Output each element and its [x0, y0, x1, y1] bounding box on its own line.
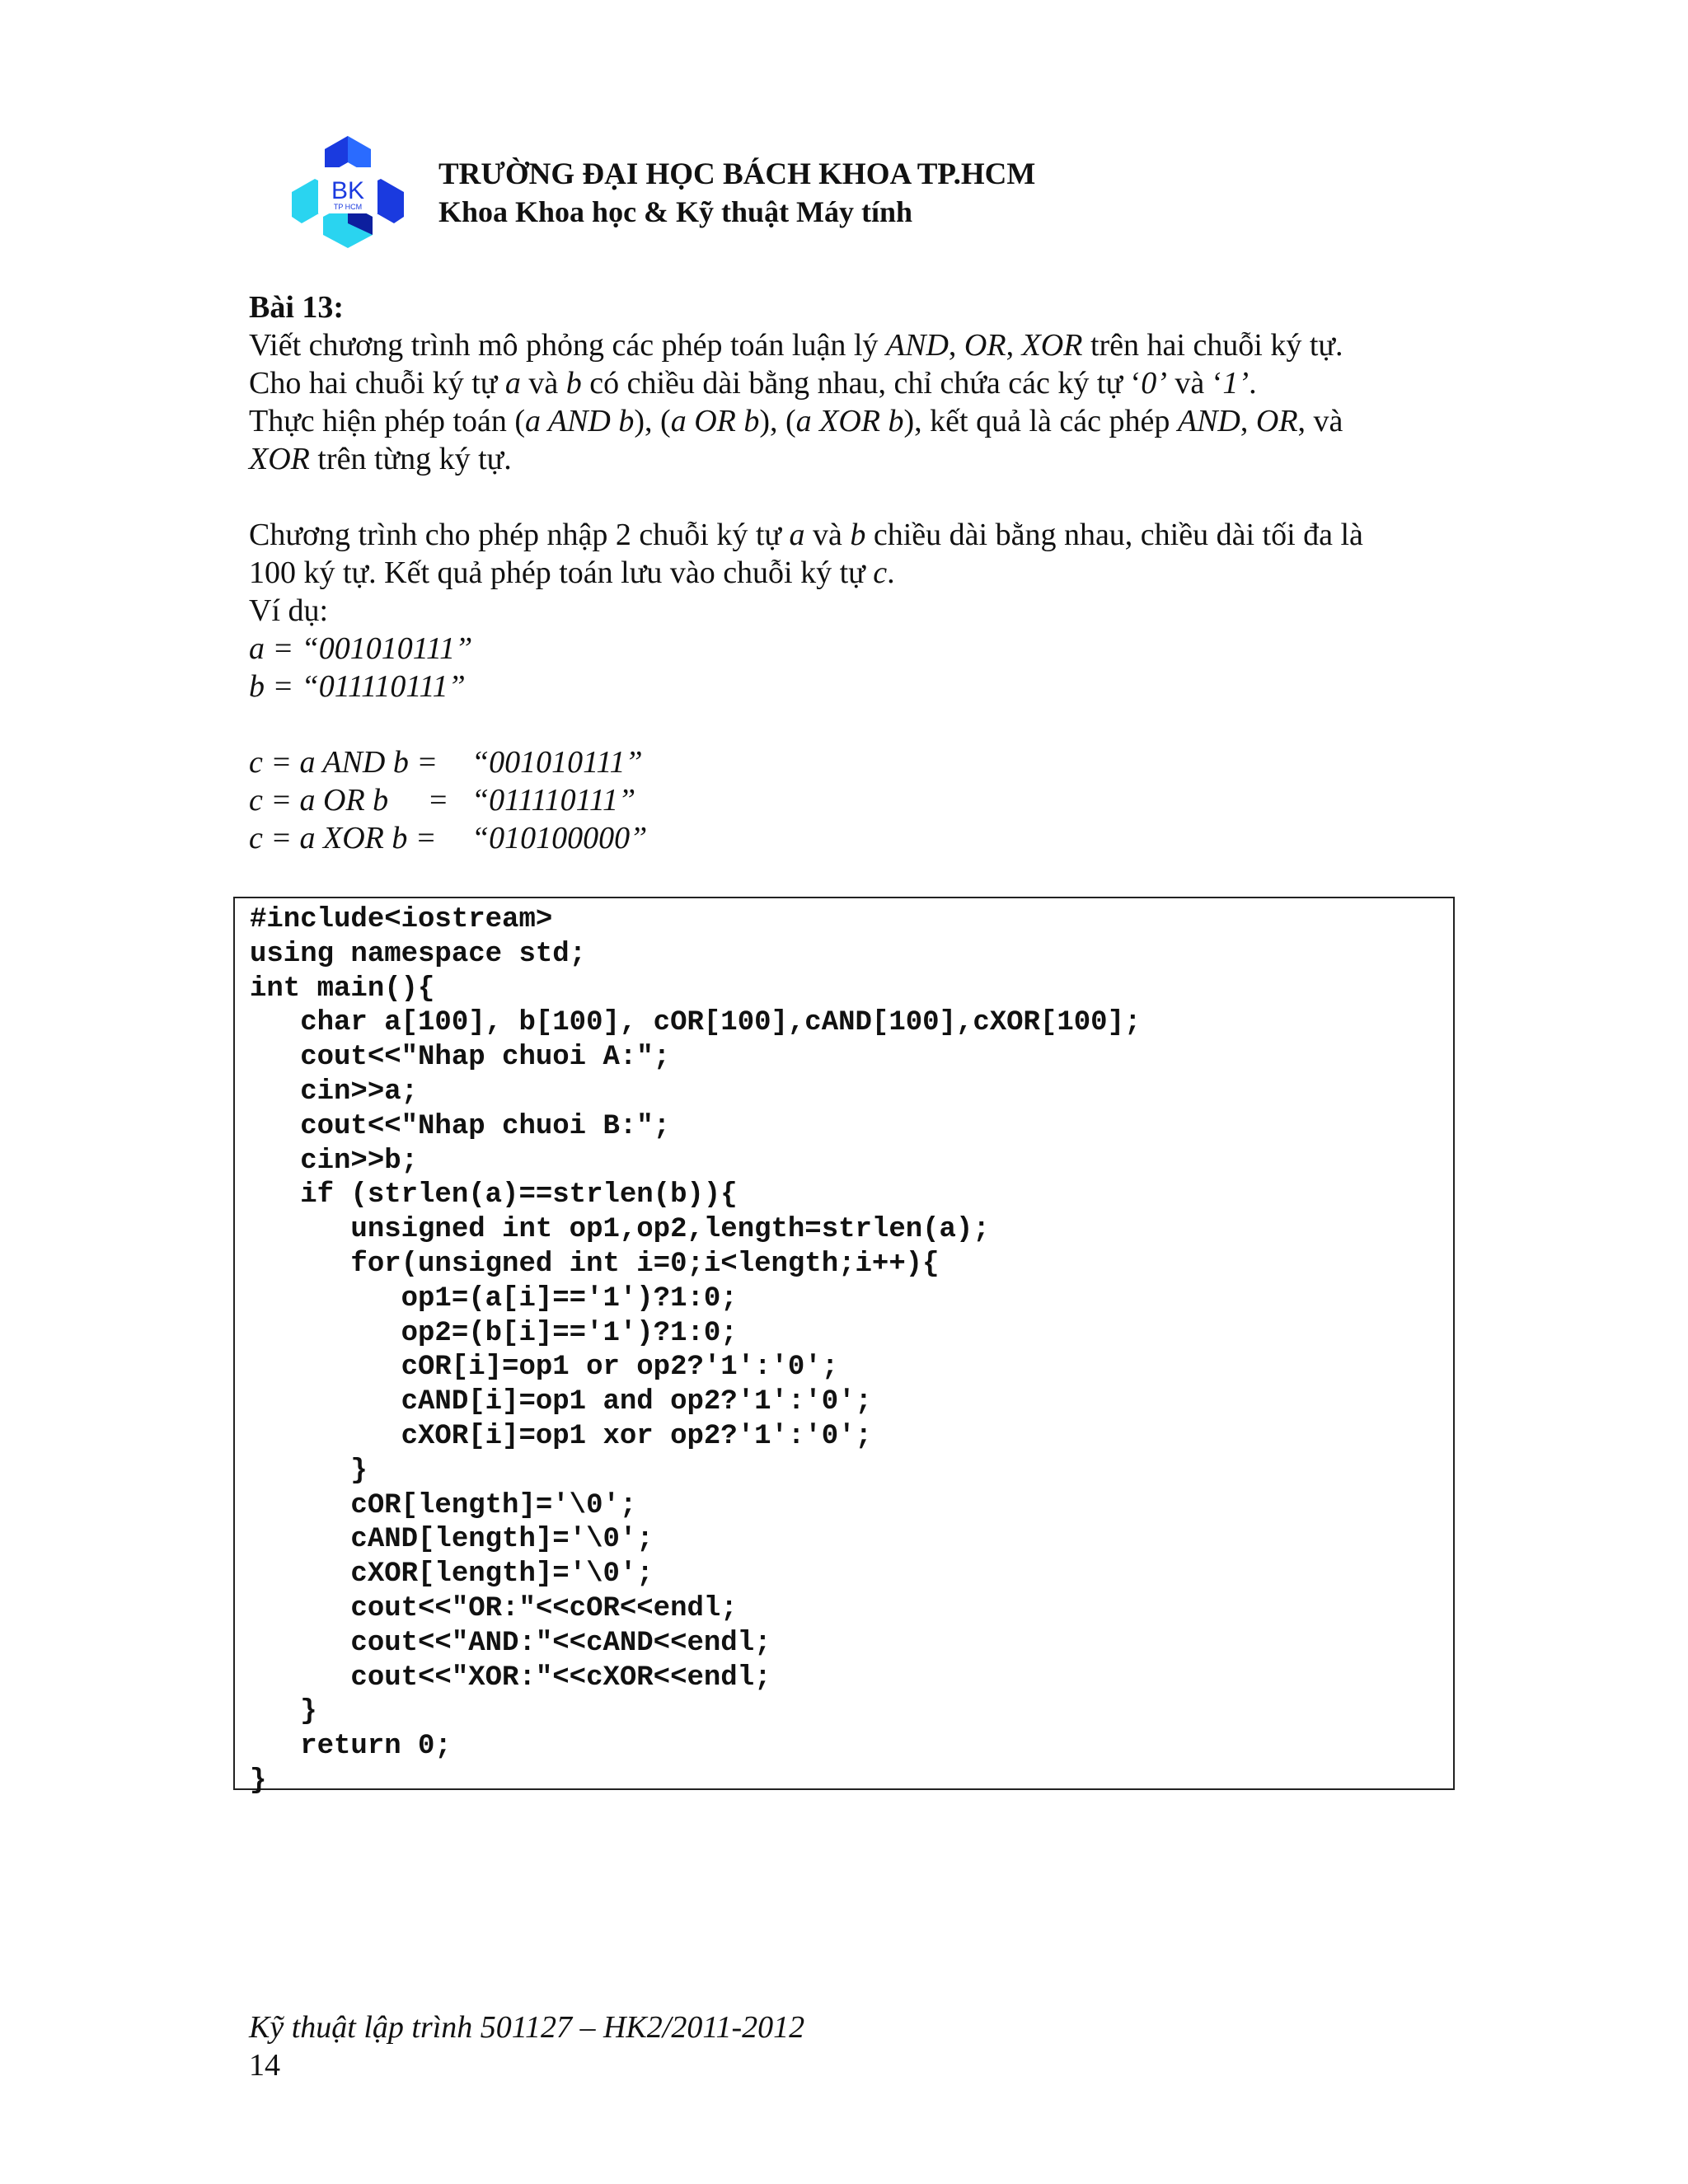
exercise-content — [249, 288, 1469, 857]
example-a: a = “001010111” — [249, 631, 473, 666]
faculty-name: Khoa Khoa học & Kỹ thuật Máy tính — [438, 195, 913, 228]
result-and: c = a AND b = “001010111” — [249, 745, 643, 780]
para1-line2: Cho hai chuỗi ký tự a và b có chiều dài bằng nhau, chỉ chứa các ký tự ‘0’ và ‘1’. — [249, 366, 1257, 401]
para2-line2: 100 ký tự. Kết quả phép toán lưu vào chuỗi ký tự c. — [249, 555, 895, 590]
para2-line1: Chương trình cho phép nhập 2 chuỗi ký tự a và b chiều dài bằng nhau, chiều dài tối đa là — [249, 518, 1363, 552]
logo-text: BK — [331, 177, 365, 204]
para1-line4: XOR trên từng ký tự. — [249, 442, 512, 476]
example-label: Ví dụ: — [249, 593, 329, 628]
result-xor: c = a XOR b = “010100000” — [249, 821, 648, 855]
para1-line1: Viết chương trình mô phỏng các phép toán luận lý AND, OR, XOR trên hai chuỗi ký tự. — [249, 328, 1343, 363]
result-or: c = a OR b = “011110111” — [249, 783, 636, 818]
footer-course: Kỹ thuật lập trình 501127 – HK2/2011-2012 — [249, 2010, 805, 2045]
code-listing-box — [233, 897, 1455, 1797]
university-logo — [290, 134, 406, 250]
code-listing: #include<iostream> using namespace std; int main(){ char a[100], b[100], cOR[100],cAND[100],cXOR[100]; cout<<"Nhap chuoi A:"; cin>>a; cout<<"Nhap chuoi B:"; cin>>b; if (strlen(a)==strlen(b)){ unsigned int op1,op2,length=strlen(a); for(unsigned int i=0;i<length;i++){ op1=(a[i]=='1')?1:0; op2=(b[i]=='1')?1:0; cOR[i]=op1 or op2?'1':'0'; cAND[i]=op1 and op2?'1':'0'; cXOR[i]=op1 xor op2?'1':'0'; } cOR[length]='\0'; cAND[length]='\0'; cXOR[length]='\0'; cout<<"OR:"<<cOR<<endl; cout<<"AND:"<<cAND<<endl; cout<<"XOR:"<<cXOR<<endl; } return 0; } — [250, 904, 1142, 1797]
para1-line3: Thực hiện phép toán (a AND b), (a OR b), (a XOR b), kết quả là các phép AND, OR, và — [249, 404, 1343, 438]
page-number: 14 — [249, 2048, 280, 2083]
logo-subtext: TP HCM — [333, 203, 363, 211]
university-name: TRƯỜNG ĐẠI HỌC BÁCH KHOA TP.HCM — [438, 157, 1036, 191]
example-b: b = “011110111” — [249, 669, 466, 704]
exercise-title: Bài 13: — [249, 290, 345, 325]
